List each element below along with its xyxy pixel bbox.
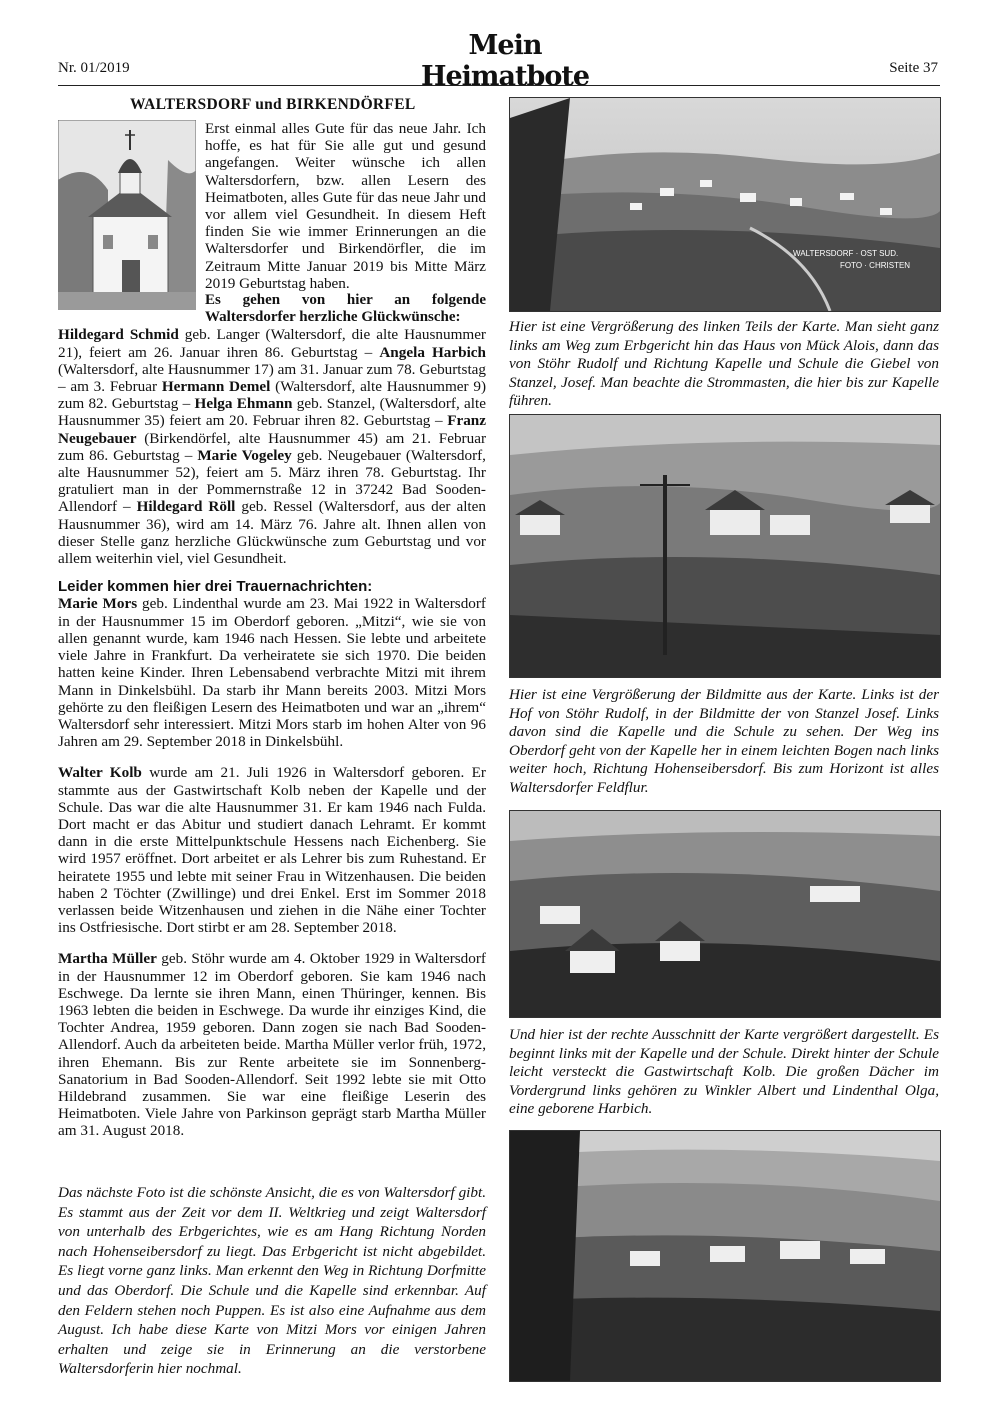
birthday-name: Hildegard Röll bbox=[136, 498, 236, 516]
article-body bbox=[58, 120, 486, 1140]
article-title: WALTERSDORF und BIRKENDÖRFEL bbox=[130, 96, 416, 113]
obituary-kolb: Walter Kolb wurde am 21. Juli 1926 in Waltersdorf geboren. Er stammte aus der Gastwirtschaft Kolb neben der Kapelle und der Schule. Das war die alte Hausnummer 31. Er kam 1946 nach Fulda. Dort macht er das Abitur und studiert danach Lehramt. Er kommt dann in die erste Mittelpunktschule Hessens nach Eichenberg. Sie wird 1957 eröffnet. Dort arbeitet er als Lehrer bis zum Ruhestand. Er heiratete 1955 und lebte mit seiner Frau in Witzenhausen. Die beiden haben 2 Töchter (Zwillinge) und drei Enkel. Erst im Sommer 2018 verlassen beide Witzenhausen und ziehen in die Nähe einer Tochter ins Ostfriesische. Dort stirbt er am 28. September 2018. bbox=[58, 764, 486, 937]
postcard-photo bbox=[509, 97, 941, 312]
caption-1: Hier ist eine Vergrößerung des linken Teils der Karte. Man sieht ganz links am Weg zum Erbgericht hin das Haus von Mück Alois, dann das von Stöhr Rudolf und Richtung Kapelle und Schule die Giebel von Stanzel, Josef. Man beachte die Strommasten, die hier bis zur Kapelle führen. bbox=[509, 318, 939, 409]
issue-number: Nr. 01/2019 bbox=[58, 60, 130, 76]
birthday-name: Hildegard Schmid bbox=[58, 326, 179, 344]
obituary-mors: Marie Mors geb. Lindenthal wurde am 23. Mai 1922 in Waltersdorf in der Hausnummer 15 im Oberdorf geboren. „Mitzi“, wie sie von allen genannt wurde, kam 1946 nach Hessen. Sie lebte und arbeitete viele Jahre in Frankfurt. Da verheiratete sie sich 1970. Die beiden hatten keine Kinder. Ihren Lebensabend verbrachte Mitzi mit ihrem Mann in Dinkelsbühl. Da starb ihr Mann bereits 2003. Mitzi Mors gehörte zu den fleißigen Lesern des Heimatboten und war an „ihrem“ Waltersdorf sehr interessiert. Mitzi Mors starb im hohen Alter von 96 Jahren am 29. September 2018 in Dinkelsbühl. bbox=[58, 595, 486, 751]
village-center-photo bbox=[509, 414, 941, 678]
masthead-logo: Mein Heimatbote bbox=[420, 30, 590, 92]
birthday-name: Marie Vogeley bbox=[197, 446, 292, 464]
caption-2: Hier ist eine Vergrößerung der Bildmitte aus der Karte. Links ist der Hof von Stöhr Rudolf, in der Bildmitte der von Stanzel Josef. Links davon sind die Kapelle und die Schule zu sehen. Der Weg ins Oberdorf geht von der Kapelle her in einem leichten Bogen nach links weiter hoch, Richtung Hohenseibersdorf. Bis zum Horizont ist alles Waltersdorfer Feldflur. bbox=[509, 686, 939, 796]
postcard-label-1: WALTERSDORF · OST SUD. bbox=[793, 249, 899, 258]
panorama-photo bbox=[509, 1130, 941, 1382]
birthday-list: Hildegard Schmid geb. Langer (Waltersdorf, die alte Hausnummer 21), feiert am 26. Januar ihren 86. Geburtstag – Angela Harbich (Waltersdorf, alte Hausnummer 17) am 31. Januar zum 78. Geburtstag – am 3. Februar Hermann Demel (Waltersdorf, alte Hausnummer 9) zum 82. Geburtstag – Helga Ehmann geb. Stanzel, (Waltersdorf, alte Hausnummer 35) feiert am 20. Februar ihren 82. Geburtstag – Franz Neugebauer (Birkendörfel, alte Hausnummer 45) am 21. Februar zum 86. Geburtstag – Marie Vogeley geb. Neugebauer (Waltersdorf, alte Hausnummer 52), feiert am 5. März ihren 78. Geburtstag. Ihr gratuliert man in der Pommernstraße 12 in 37242 Bad Sooden-Allendorf – Hildegard Röll geb. Ressel (Waltersdorf, aus der alten Hausnummer 36), wird am 14. März 76. Jahre alt. Ihnen allen von dieser Stelle ganz herzliche Glückwünsche zum Geburtstag und vor allem weiterhin viel, viel Gesundheit. bbox=[58, 326, 486, 568]
closing-caption: Das nächste Foto ist die schönste Ansicht, die es von Waltersdorf gibt. Es stammt aus der Zeit vor dem II. Weltkrieg und zeigt Waltersdorf von unterhalb des Erbgerichtes, wie es am Hang Richtung Norden nach Hohenseibersdorf zu liegt. Das Erbgericht ist nicht abgebildet. Es liegt vorne ganz links. Man erkennt den Weg in Richtung Dorfmitte und das Oberdorf. Die Schule und die Kapelle sind erkennbar. Auf den Feldern stehen noch Puppen. Es ist also eine Aufnahme aus dem August. Ich habe diese Karte von Mitzi Mors vor einigen Jahren erhalten und zeige sie in Erinnerung an die verstorbene Waltersdorferin hier nochmal. bbox=[58, 1184, 486, 1378]
birthday-name: Hermann Demel bbox=[161, 378, 271, 396]
birthday-name: Franz Neugebauer bbox=[58, 412, 486, 447]
mourning-heading: Leider kommen hier drei Trauernachrichten: bbox=[58, 578, 373, 596]
intro-text: Erst einmal alles Gute für das neue Jahr. Ich hoffe, es hat für Sie alle gut und gesund angefangen. Weiter wünsche ich allen Waltersdorfern, bzw. allen Lesern des Heimatboten, alles Gute für das neue Jahr und vor allem viel Gesundheit. In diesem Heft finden Sie wie immer Erinnerungen an die Waltersdorfer und Birkendörfler, die im Zeitraum Mitte Januar 2019 bis Mitte März 2019 Geburtstag haben. bbox=[205, 120, 486, 292]
village-right-photo bbox=[509, 810, 941, 1018]
header-rule bbox=[58, 85, 940, 86]
birthday-name: Helga Ehmann bbox=[194, 395, 293, 413]
page-number: Seite 37 bbox=[889, 60, 938, 76]
caption-3: Und hier ist der rechte Ausschnitt der Karte vergrößert dargestellt. Es beginnt links mit der Kapelle und der Schule. Direkt hinter der Schule leicht versteckt die Gastwirtschaft Kolb. Die großen Dächer im Vordergrund links gehören zu Winkler Albert und Lindenthal Olga, eine geborene Harbich. bbox=[509, 1026, 939, 1117]
obituary-mueller: Martha Müller geb. Stöhr wurde am 4. Oktober 1929 in Waltersdorf in der Hausnummer 12 im Oberdorf geboren. Sie kam 1946 nach Eschwege. Da lernte sie ihren Mann, einen Thüringer, kennen. Bis 1963 lebten die beiden in Eschwege. Da wurde ihr einziges Kind, die Tochter Andrea, 1959 geboren. Dann zogen sie nach Bad Sooden-Allendorf. Auch da arbeiteten beide. Martha Müller verlor früh, 1972, ihren Ehemann. Bis zur Rente arbeitete sie im Sonnenberg-Sanatorium in Bad Sooden-Allendorf. Seit 1992 lebte sie mit Otto Hildebrand zusammen. Sie war eine fleißige Leserin des Heimatboten. Viele Jahre von Parkinson geprägt starb Martha Müller am 31. August 2018. bbox=[58, 950, 486, 1140]
postcard-label-2: FOTO · CHRISTEN bbox=[840, 261, 911, 270]
greetings-heading: Es gehen von hier an folgende Waltersdorfer herzliche Glückwünsche: bbox=[205, 292, 486, 326]
chapel-photo bbox=[58, 120, 196, 310]
birthday-name: Angela Harbich bbox=[379, 343, 486, 361]
